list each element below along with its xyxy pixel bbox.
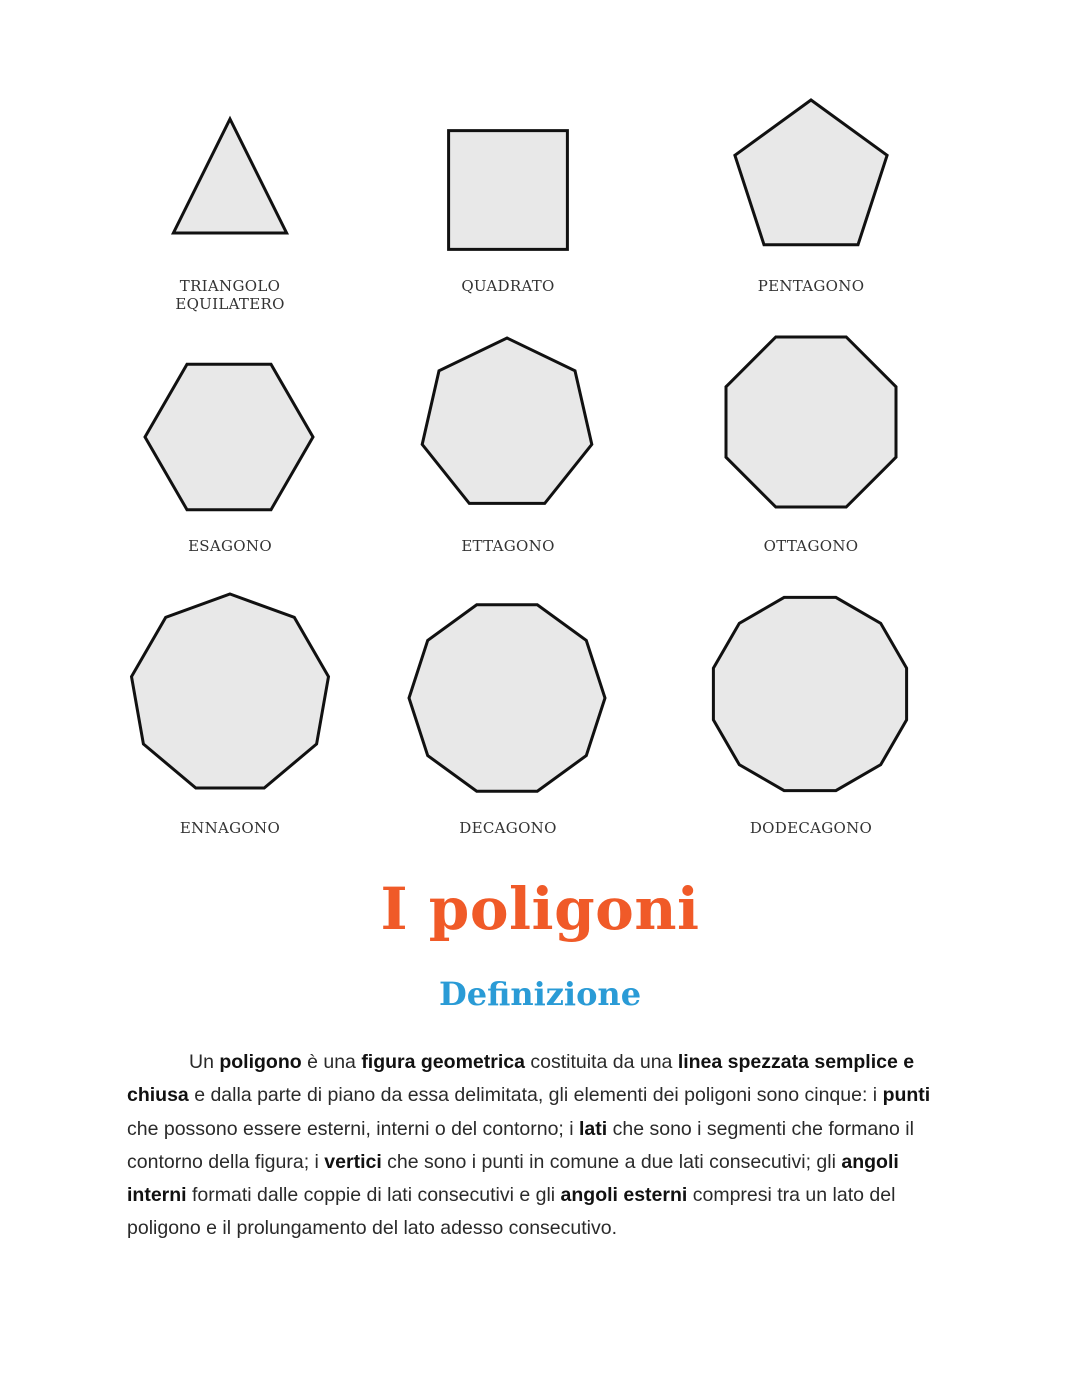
heptagon-figure xyxy=(422,338,592,555)
section-subtitle: Definizione xyxy=(438,975,642,1013)
heptagon-shape xyxy=(422,338,592,503)
shape-label: OTTAGONO xyxy=(763,537,859,555)
pentagon-shape xyxy=(735,100,887,245)
text-run: e dalla parte di piano da essa delimitata, gli elementi dei poligoni sono cinque: i xyxy=(188,1084,883,1107)
shape-label: ETTAGONO xyxy=(461,537,555,555)
shape-label: TRIANGOLO xyxy=(179,277,281,295)
text-run: è una xyxy=(301,1051,362,1073)
text-run: che sono i segmenti che formano il contorno della figura; i xyxy=(127,1117,914,1173)
definition-paragraph xyxy=(127,1046,957,1246)
text-run: formati dalle coppie di lati consecutivi e gli xyxy=(186,1184,561,1207)
square-figure xyxy=(449,131,568,295)
text-run: costituita da una xyxy=(524,1051,678,1073)
page-title: I poligoni xyxy=(380,875,700,943)
bold-term: poligono xyxy=(219,1051,302,1073)
bold-term: vertici xyxy=(324,1150,382,1173)
bold-term: punti xyxy=(882,1084,931,1107)
text-run: che possono essere esterni, interni o del contorno; i xyxy=(127,1117,580,1140)
nonagon-figure xyxy=(132,594,329,837)
shape-label: EQUILATERO xyxy=(175,295,285,313)
hexagon-shape xyxy=(145,364,313,509)
nonagon-shape xyxy=(132,594,329,788)
triangle-shape xyxy=(173,119,286,233)
triangle-figure xyxy=(173,119,286,313)
shape-label: ESAGONO xyxy=(188,537,272,555)
octagon-figure xyxy=(726,337,896,555)
octagon-shape xyxy=(726,337,896,507)
shape-label: DECAGONO xyxy=(459,819,557,837)
shape-label: QUADRATO xyxy=(461,277,555,295)
hexagon-figure xyxy=(145,364,313,555)
bold-term: angoli interni xyxy=(127,1150,899,1207)
shape-label: PENTAGONO xyxy=(757,277,865,295)
decagon-shape xyxy=(409,605,605,791)
bold-term: angoli esterni xyxy=(560,1184,688,1207)
pentagon-figure xyxy=(735,100,887,295)
bold-term: lati xyxy=(579,1117,608,1140)
decagon-figure xyxy=(409,605,605,837)
shape-label: ENNAGONO xyxy=(179,819,281,837)
bold-term: linea spezzata semplice e chiusa xyxy=(127,1051,915,1107)
square-shape xyxy=(449,131,568,250)
dodecagon-shape xyxy=(713,597,906,790)
text-run: che sono i punti in comune a due lati consecutivi; gli xyxy=(381,1150,842,1173)
text-run: Un xyxy=(189,1051,220,1073)
shape-label: DODECAGONO xyxy=(749,819,873,837)
bold-term: figura geometrica xyxy=(361,1051,525,1073)
dodecagon-figure xyxy=(713,597,906,837)
text-run: compresi tra un lato del poligono e il prolungamento del lato adesso consecutivo. xyxy=(127,1184,896,1240)
